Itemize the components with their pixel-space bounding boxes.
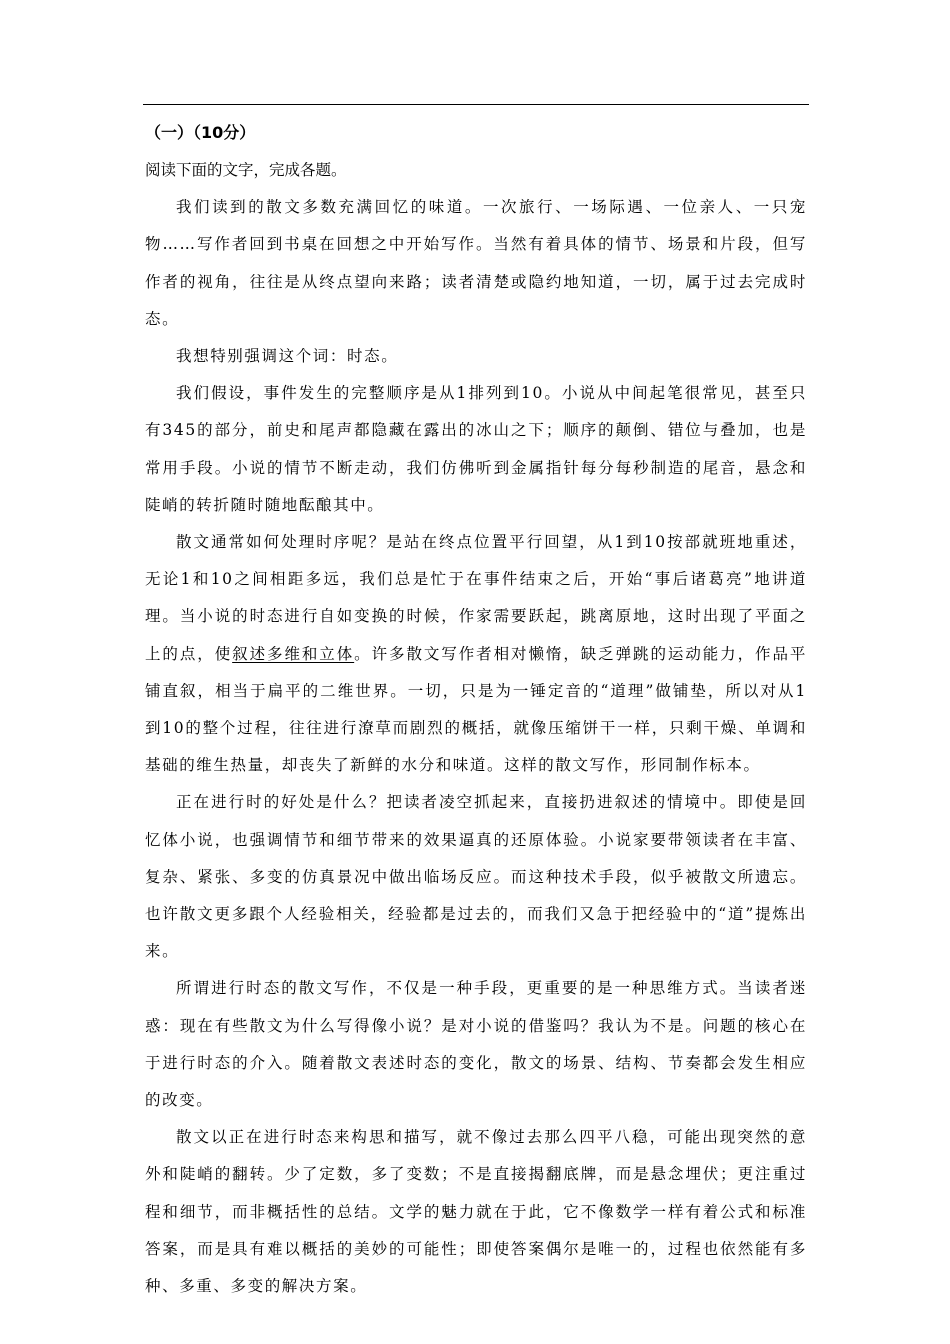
- header-rule: [143, 104, 809, 105]
- paragraph-6: 所谓进行时态的散文写作，不仅是一种手段，更重要的是一种思维方式。当读者迷惑：现在有些散文为什么写得像小说？是对小说的借鉴吗？我认为不是。问题的核心在于进行时态的介入。随着散文表述时态的变化，散文的场景、结构、节奏都会发生相应的改变。: [145, 979, 807, 1110]
- paragraph-4-end: 。许多散文写作者相对懒惰，缺乏弹跳的运动能力，作品平铺直叙，相当于扁平的二维世界。一切，只是为一锤定音的“道理”做铺垫，所以对从1到10的整个过程，往往进行潦草而剧烈的概括，就像压缩饼干一样，只剩干燥、单调和基础的维生热量，却丧失了新鲜的水分和味道。这样的散文写作，形同制作标本。: [145, 644, 807, 775]
- underlined-phrase: 叙述多维和立体: [232, 644, 355, 663]
- reading-passage: [145, 114, 807, 1305]
- paragraph-4-start: 散文通常如何处理时序呢？是站在终点位置平行回望，从1到10按部就班地重述，无论1和10之间相距多远，我们总是忙于在事件结束之后，开始“事后诸葛亮”地讲道理。当小说的时态进行自如变换的时候，作家需要跃起，跳离原地，这时出现了平面之上的点，使: [145, 533, 807, 663]
- paragraph-7: 散文以正在进行时态来构思和描写，就不像过去那么四平八稳，可能出现突然的意外和陡峭的翻转。少了定数，多了变数；不是直接揭翻底牌，而是悬念埋伏；更注重过程和细节，而非概括性的总结。文学的魅力就在于此，它不像数学一样有着公式和标准答案，而是具有难以概括的美妙的可能性；即使答案偶尔是唯一的，过程也依然能有多种、多重、多变的解决方案。: [145, 1128, 807, 1296]
- section-heading: （一）（10分）: [145, 123, 256, 142]
- instruction-text: 阅读下面的文字，完成各题。: [145, 161, 347, 179]
- paragraph-3: 我们假设，事件发生的完整顺序是从1排列到10。小说从中间起笔很常见，甚至只有345的部分，前史和尾声都隐藏在露出的冰山之下；顺序的颠倒、错位与叠加，也是常用手段。小说的情节不断走动，我们仿佛听到金属指针每分每秒制造的尾音，悬念和陡峭的转折随时随地酝酿其中。: [145, 384, 807, 514]
- paragraph-2: 我想特别强调这个词：时态。: [176, 347, 399, 366]
- paragraph-1: 我们读到的散文多数充满回忆的味道。一次旅行、一场际遇、一位亲人、一只宠物……写作者回到书桌在回想之中开始写作。当然有着具体的情节、场景和片段，但写作者的视角，往往是从终点望向来路；读者清楚或隐约地知道，一切，属于过去完成时态。: [145, 198, 807, 328]
- paragraph-5: 正在进行时的好处是什么？把读者凌空抓起来，直接扔进叙述的情境中。即使是回忆体小说，也强调情节和细节带来的效果逼真的还原体验。小说家要带领读者在丰富、复杂、紧张、多变的仿真景况中做出临场反应。而这种技术手段，似乎被散文所遗忘。也许散文更多跟个人经验相关，经验都是过去的，而我们又急于把经验中的“道”提炼出来。: [145, 793, 807, 961]
- paragraph-4: [145, 524, 807, 784]
